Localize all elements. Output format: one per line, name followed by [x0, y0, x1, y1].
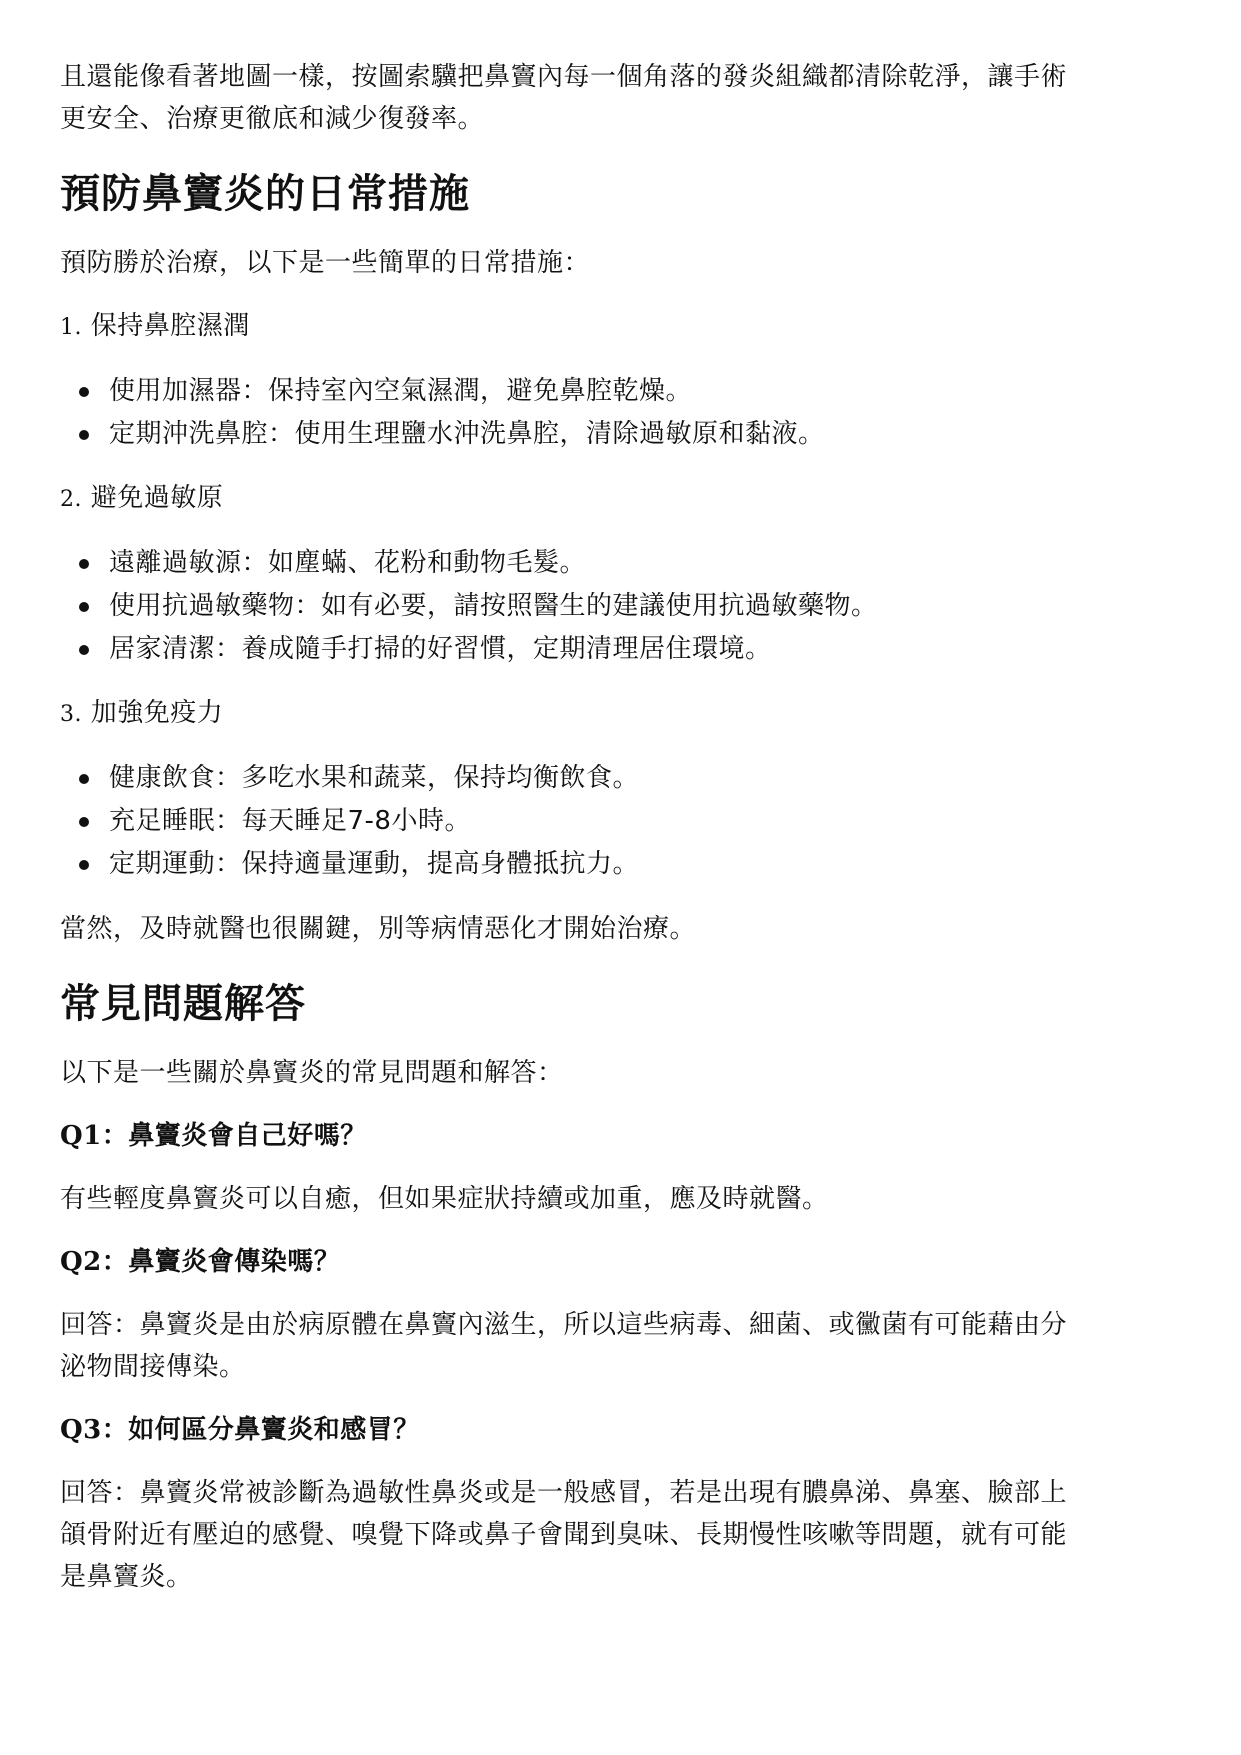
- question-text: ：鼻竇炎會自己好嗎？: [101, 1121, 367, 1151]
- group-number: 1.: [60, 315, 82, 340]
- group-number: 2.: [60, 487, 82, 512]
- faq-answer: [60, 1304, 1180, 1388]
- list-item: [60, 800, 1180, 843]
- prevention-group-title: [60, 478, 1180, 520]
- list-item-text: 定期運動：保持適量運動，提高身體抵抗力。: [109, 849, 640, 879]
- bullet-icon: [79, 387, 89, 397]
- list-item: [60, 370, 1180, 413]
- list-item: [60, 843, 1180, 886]
- list-item: [60, 542, 1180, 585]
- intro-line: 且還能像看著地圖一樣，按圖索驥把鼻竇內每一個角落的發炎組織都清除乾淨，讓手術: [60, 62, 1068, 92]
- list-item-text: 使用加濕器：保持室內空氣濕潤，避免鼻腔乾燥。: [109, 376, 693, 406]
- intro-paragraph: [60, 56, 1180, 140]
- intro-line: 更安全、治療更徹底和減少復發率。: [60, 104, 485, 134]
- question-text: ：鼻竇炎會傳染嗎？: [101, 1247, 341, 1277]
- prevention-closing: 當然，及時就醫也很關鍵，別等病情惡化才開始治療。: [60, 914, 697, 944]
- faq-question: [60, 1410, 1180, 1450]
- answer-line: 泌物間接傳染。: [60, 1352, 246, 1382]
- prevention-lead: 預防勝於治療，以下是一些簡單的日常措施：: [60, 248, 591, 278]
- group-title-text: 避免過敏原: [90, 483, 224, 513]
- faq-lead: 以下是一些關於鼻竇炎的常見問題和解答：: [60, 1058, 564, 1088]
- bullet-icon: [79, 860, 89, 870]
- bullet-icon: [79, 645, 89, 655]
- group-title-text: 加強免疫力: [90, 698, 224, 728]
- bullet-list: [60, 370, 1180, 456]
- answer-line: 回答：鼻竇炎是由於病原體在鼻竇內滋生，所以這些病毒、細菌、或黴菌有可能藉由分: [60, 1310, 1068, 1340]
- document-page: [60, 56, 1180, 1598]
- answer-line: 是鼻竇炎。: [60, 1562, 193, 1592]
- group-number: 3.: [60, 702, 82, 727]
- faq-answer: [60, 1472, 1180, 1598]
- list-item-text: 使用抗過敏藥物：如有必要，請按照醫生的建議使用抗過敏藥物。: [109, 591, 878, 621]
- bullet-list: [60, 542, 1180, 671]
- section-heading-prevention: 預防鼻竇炎的日常措施: [60, 171, 470, 217]
- question-number: Q3: [60, 1415, 102, 1445]
- list-item: [60, 628, 1180, 671]
- bullet-icon: [79, 602, 89, 612]
- prevention-group-title: [60, 306, 1180, 348]
- faq-question: [60, 1116, 1180, 1156]
- section-heading-faq: 常見問題解答: [60, 981, 306, 1027]
- group-title-text: 保持鼻腔濕潤: [90, 311, 250, 341]
- question-number: Q1: [60, 1121, 102, 1151]
- faq-answer: [60, 1178, 1180, 1220]
- list-item-text: 定期沖洗鼻腔：使用生理鹽水沖洗鼻腔，清除過敏原和黏液。: [109, 419, 825, 449]
- bullet-list: [60, 757, 1180, 886]
- prevention-group-title: [60, 693, 1180, 735]
- list-item: [60, 585, 1180, 628]
- list-item-text: 充足睡眠：每天睡足7-8小時。: [109, 806, 471, 836]
- list-item: [60, 757, 1180, 800]
- bullet-icon: [79, 430, 89, 440]
- answer-line: 回答：鼻竇炎常被診斷為過敏性鼻炎或是一般感冒，若是出現有膿鼻涕、鼻塞、臉部上: [60, 1478, 1068, 1508]
- list-item-text: 遠離過敏源：如塵蟎、花粉和動物毛髮。: [109, 548, 587, 578]
- question-text: ：如何區分鼻竇炎和感冒？: [101, 1415, 420, 1445]
- list-item: [60, 413, 1180, 456]
- bullet-icon: [79, 559, 89, 569]
- bullet-icon: [79, 774, 89, 784]
- answer-line: 頜骨附近有壓迫的感覺、嗅覺下降或鼻子會聞到臭味、長期慢性咳嗽等問題，就有可能: [60, 1520, 1068, 1550]
- faq-question: [60, 1242, 1180, 1282]
- bullet-icon: [79, 817, 89, 827]
- answer-line: 有些輕度鼻竇炎可以自癒，但如果症狀持續或加重，應及時就醫。: [60, 1184, 829, 1214]
- question-number: Q2: [60, 1247, 102, 1277]
- list-item-text: 健康飲食：多吃水果和蔬菜，保持均衡飲食。: [109, 763, 640, 793]
- list-item-text: 居家清潔：養成隨手打掃的好習慣，定期清理居住環境。: [109, 634, 772, 664]
